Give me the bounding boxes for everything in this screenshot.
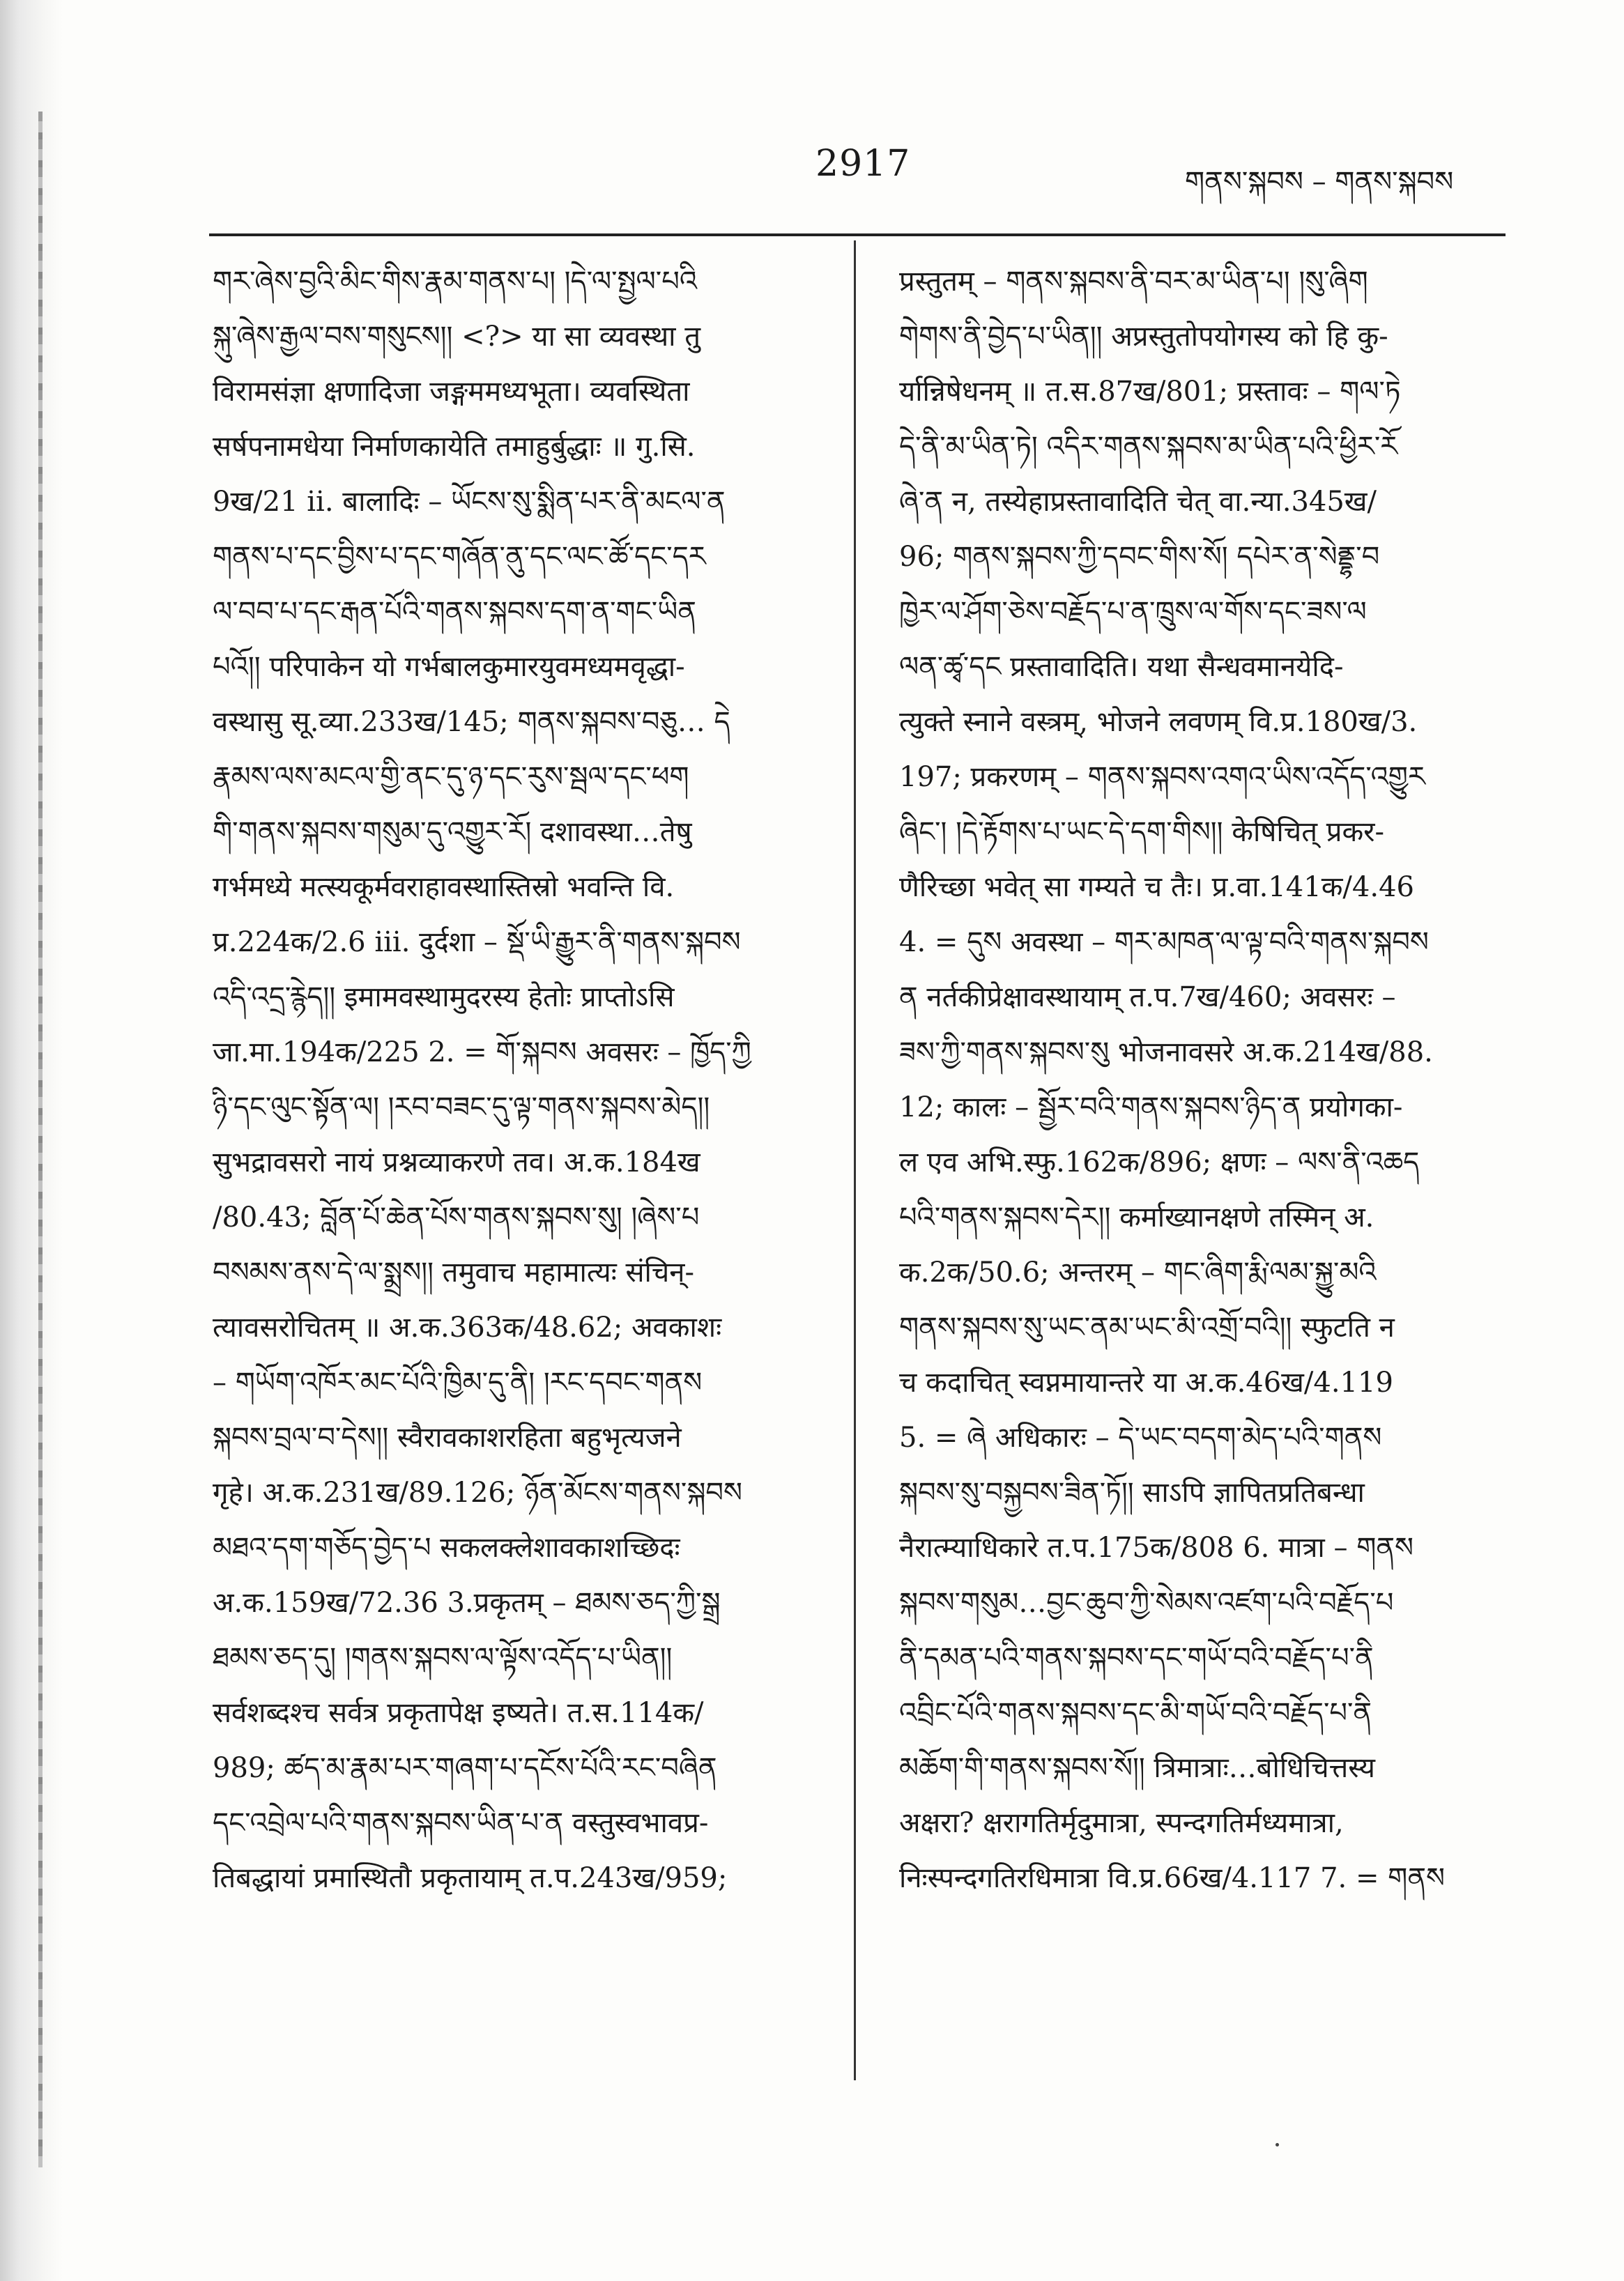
dictionary-line: निःस्पन्दगतिरधिमात्रा वि.प्र.66ख/4.117 7. = གནས xyxy=(899,1862,1446,1894)
dictionary-line: वस्थासु सू.व्या.233ख/145; གནས་སྐབས་བཅུ… དེ xyxy=(213,706,730,738)
dictionary-line: གར་ཞེས་བྱའི་མིང་གིས་རྣམ་གནས་པ། །དེ་ལ་སྤྱལ་པའི xyxy=(213,266,698,298)
dictionary-line: ཟས་ཀྱི་གནས་སྐབས་སུ भोजनावसरे अ.क.214ख/88. xyxy=(899,1036,1433,1068)
page-number: 2917 xyxy=(815,143,911,185)
dictionary-line: སྐབས་གསུམ…བྱང་ཆུབ་ཀྱི་སེམས་འཛག་པའི་བརྗོད་པ xyxy=(899,1587,1394,1619)
dictionary-line: ལ་བབ་པ་དང་རྒན་པོའི་གནས་སྐབས་དག་ན་གང་ཡིན xyxy=(213,596,696,628)
dictionary-line: तिबद्धायां प्रमास्थितौ प्रकृतायाम् त.प.243ख/959; xyxy=(213,1862,728,1894)
dictionary-line: सर्षपनामधेया निर्माणकायेति तमाहुर्बुद्धाः ॥ गु.सि. xyxy=(213,431,696,463)
dictionary-line: र्यान्निषेधनम् ॥ त.स.87ख/801; प्रस्तावः – གལ་ཏེ xyxy=(899,376,1401,408)
dictionary-line: अ.क.159ख/72.36 3.प्रकृतम् – ཐམས་ཅད་ཀྱི་སྒྲ xyxy=(213,1587,721,1619)
dictionary-line: 96; གནས་སྐབས་ཀྱི་དབང་གིས་སོ། དཔེར་ན་སེནྡྷ་བ xyxy=(899,541,1380,573)
dictionary-line: སྐུ་ཞེས་རྒྱལ་བས་གསུངས།། <?> या सा व्यवस्था तु xyxy=(213,321,701,353)
dictionary-line: विरामसंज्ञा क्षणादिजा जङ्गममध्यभूता। व्यवस्थिता xyxy=(213,376,690,408)
dictionary-line: क.2क/50.6; अन्तरम् – གང་ཞིག་རྨི་ལམ་སྐྱུ་མའི xyxy=(899,1257,1377,1289)
dictionary-line: – གཡོག་འཁོར་མང་པོའི་ཁྱིམ་དུ་ནི། །རང་དབང་གནས xyxy=(213,1367,703,1399)
dictionary-line: सर्वशब्दश्च सर्वत्र प्रकृतापेक्ष इष्यते। त.स.114क/ xyxy=(213,1697,704,1729)
dictionary-line: 12; कालः – སྦྱོར་བའི་གནས་སྐབས་ཉིད་ན प्रयोगका- xyxy=(899,1091,1403,1123)
dictionary-line: जा.मा.194क/225 2. = གོ་སྐབས अवसरः – ཁྱོད་ཀྱི xyxy=(213,1036,751,1068)
dictionary-line: प्रस्तुतम् – གནས་སྐབས་ནི་བར་མ་ཡིན་པ། །སུ་ཞིག xyxy=(899,266,1368,298)
dictionary-line: ལན་ཚྭ་དང प्रस्तावादिति। यथा सैन्धवमानयेदि- xyxy=(899,651,1344,683)
dictionary-line: गर्भमध्ये मत्स्यकूर्मवराहावस्थास्तिस्रो भवन्ति वि. xyxy=(213,871,675,903)
dictionary-line: अक्षरा? क्षरागतिर्मृदुमात्रा, स्पन्दगतिर्मध्यमात्रा, xyxy=(899,1807,1344,1839)
dictionary-line: གི་གནས་སྐབས་གསུམ་དུ་འགྱུར་རོ། दशावस्था…तेषु xyxy=(213,816,692,848)
dictionary-line: པའོ།། परिपाकेन यो गर्भबालकुमारयुवमध्यमवृद्धा- xyxy=(213,651,685,683)
dictionary-line: ན नर्तकीप्रेक्षावस्थायाम् त.प.7ख/460; अवसरः – xyxy=(899,981,1396,1013)
dictionary-line: མཆོག་གི་གནས་སྐབས་སོ།། त्रिमात्राः…बोधिचित्तस्य xyxy=(899,1752,1375,1784)
dictionary-line: त्यावसरोचितम् ॥ अ.क.363क/48.62; अवकाशः xyxy=(213,1312,722,1344)
dictionary-line: 4. = དུས अवस्था – གར་མཁན་ལ་ལྟ་བའི་གནས་སྐབས xyxy=(899,926,1429,958)
dictionary-line: ཐམས་ཅད་དུ། །གནས་སྐབས་ལ་ལྟོས་འདོད་པ་ཡིན།། xyxy=(213,1642,673,1674)
dictionary-line: སྐབས་བྲལ་བ་དེས།། स्वैरावकाशरहिता बहुभृत्यजने xyxy=(213,1422,682,1454)
dictionary-line: 989; ཚད་མ་རྣམ་པར་གཞག་པ་དངོས་པོའི་རང་བཞིན xyxy=(213,1752,717,1784)
dictionary-line: /80.43; བློན་པོ་ཆེན་པོས་གནས་སྐབས་སུ། །ཞེས་པ xyxy=(213,1201,700,1234)
dictionary-line: ल एव अभि.स्फु.162क/896; क्षणः – ལས་ནི་འཆད xyxy=(899,1146,1420,1178)
dictionary-line: དེ་ནི་མ་ཡིན་ཏེ། འདིར་གནས་སྐབས་མ་ཡིན་པའི་ཕྱིར་རོ xyxy=(899,431,1398,463)
dictionary-line: གནས་པ་དང་བྱིས་པ་དང་གཞོན་ནུ་དང་ལང་ཚོ་དང་དར xyxy=(213,541,706,573)
running-head: གནས་སྐབས – གནས་སྐབས xyxy=(1185,166,1454,198)
dictionary-line: དང་འབྲེལ་པའི་གནས་སྐབས་ཡིན་པ་ན वस्तुस्वभावप्र- xyxy=(213,1807,709,1839)
dictionary-line: གེགས་ནི་བྱེད་པ་ཡིན།། अप्रस्तुतोपयोगस्य को हि कु- xyxy=(899,321,1388,353)
column-divider xyxy=(854,240,856,2080)
dictionary-line: བསམས་ནས་དེ་ལ་སྨྲས།། तमुवाच महामात्यः संचिन्- xyxy=(213,1257,695,1289)
dictionary-line: च कदाचित् स्वप्नमायान्तरे या अ.क.46ख/4.119 xyxy=(899,1367,1393,1399)
dictionary-line: नैरात्म्याधिकारे त.प.175क/808 6. मात्रा – གནས xyxy=(899,1532,1414,1564)
dictionary-line: 5. = ཞེ अधिकारः – དེ་ཡང་བདག་མེད་པའི་གནས xyxy=(899,1422,1382,1454)
dictionary-line: ཞེ་ན न, तस्येहाप्रस्तावादिति चेत् वा.न्या.345ख/ xyxy=(899,486,1377,518)
dictionary-line: པའི་གནས་སྐབས་དེར།། कर्माख्यानक्षणे तस्मिन् अ. xyxy=(899,1201,1374,1234)
dictionary-line: ཁྱེར་ལ་ཤོག་ཅེས་བརྗོད་པ་ན་ཁྲུས་ལ་གོས་དང་ཟས་ལ xyxy=(899,596,1367,628)
dictionary-line: त्युक्ते स्नाने वस्त्रम्, भोजने लवणम् वि.प्र.180ख/3. xyxy=(899,706,1418,738)
dictionary-line: རྣམས་ལས་མངལ་གྱི་ནང་དུ་ཉ་དང་རུས་སྦལ་དང་ཕག xyxy=(213,761,689,793)
dictionary-line: མཐའ་དག་གཅོད་བྱེད་པ सकलक्लेशावकाशच्छिदः xyxy=(213,1532,680,1564)
dictionary-line: གནས་སྐབས་སུ་ཡང་ནམ་ཡང་མི་འགྲོ་བའི།། स्फुटति न xyxy=(899,1312,1395,1344)
dictionary-line: འབྲིང་པོའི་གནས་སྐབས་དང་མི་གཡོ་བའི་བརྗོད་པ་ནི xyxy=(899,1697,1372,1729)
dictionary-line: णैरिच्छा भवेत् सा गम्यते च तैः। प्र.वा.141क/4.46 xyxy=(899,871,1414,903)
dictionary-line: ཞིང་། །དེ་རྟོགས་པ་ཡང་དེ་དག་གིས།། केषिचित् प्रकर- xyxy=(899,816,1385,848)
dictionary-line: འདི་འདྲ་རྙེད།། इमामवस्थामुदरस्य हेतोः प्राप्तोऽसि xyxy=(213,981,675,1013)
left-column xyxy=(213,254,819,1906)
dictionary-line: 9ख/21 ii. बालादिः – ཡོངས་སུ་སྨིན་པར་ནི་མངལ་ན xyxy=(213,486,726,518)
dictionary-line: སྐབས་སུ་བསྐྱབས་ཟིན་ཏོ།། साऽपि ज्ञापितप्रतिबन्धा xyxy=(899,1477,1365,1509)
dictionary-line: ཉི་དང་ལུང་སྟོན་ལ། །རབ་བཟང་དུ་ལྟ་གནས་སྐབས་མེད།། xyxy=(213,1091,710,1123)
right-column xyxy=(899,254,1506,1906)
dictionary-line: ནི་དམན་པའི་གནས་སྐབས་དང་གཡོ་བའི་བརྗོད་པ་ནི xyxy=(899,1642,1374,1674)
dictionary-line: 197; प्रकरणम् – གནས་སྐབས་འགའ་ཡིས་འདོད་འགྱུར xyxy=(899,761,1425,793)
dictionary-line: सुभद्रावसरो नायं प्रश्नव्याकरणे तव। अ.क.184ख xyxy=(213,1146,700,1178)
scan-speck xyxy=(1276,2143,1279,2146)
dictionary-line: गृहे। अ.क.231ख/89.126; ཉོན་མོངས་གནས་སྐབས xyxy=(213,1477,742,1509)
dictionary-line: प्र.224क/2.6 iii. दुर्दशा – སྡོ་ཡི་རྒྱུར་ནི་གནས་སྐབས xyxy=(213,926,741,958)
scan-binding-edge xyxy=(0,0,63,2281)
header-rule xyxy=(209,233,1506,236)
